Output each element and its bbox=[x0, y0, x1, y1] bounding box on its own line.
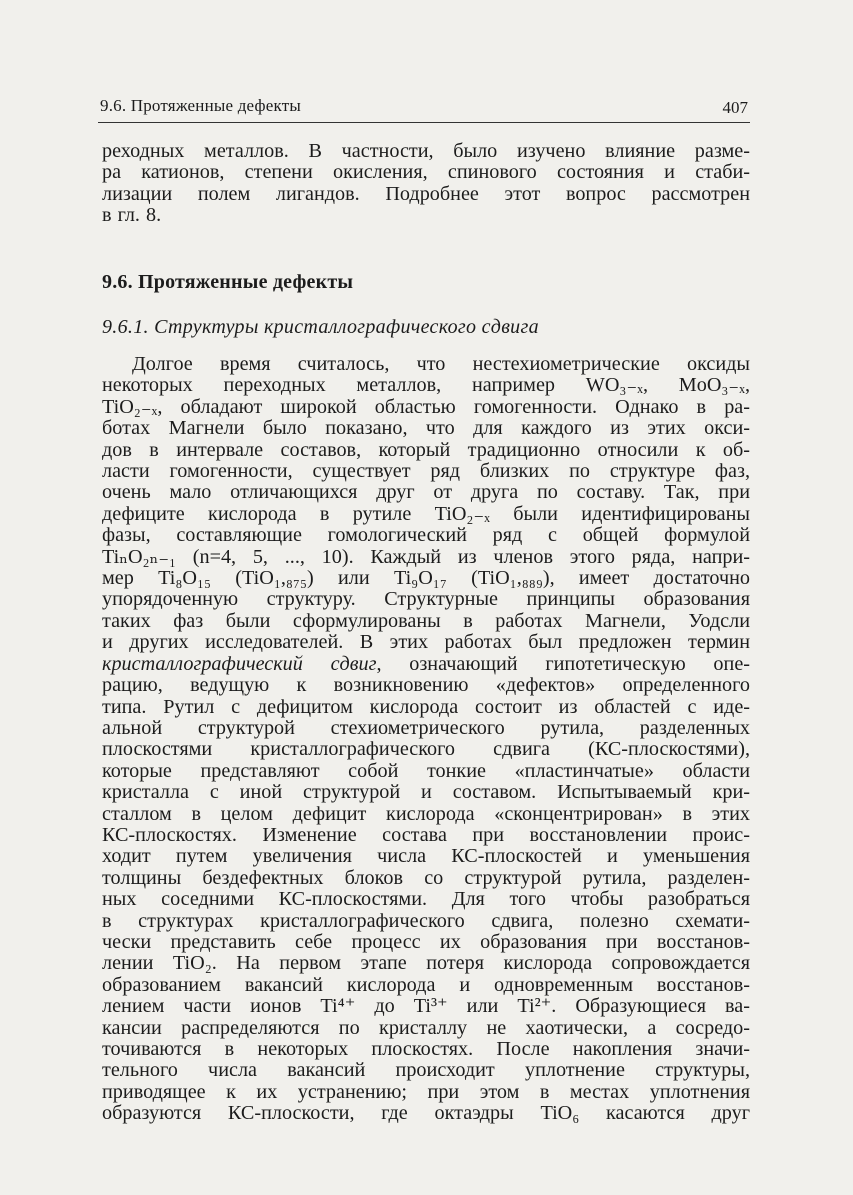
text-line: толщины бездефектных блоков со структурой рутила, разделен- bbox=[102, 866, 750, 889]
text-line: лении TiO₂. На первом этапе потеря кислорода сопровождается bbox=[102, 952, 750, 975]
text-line: и других исследователей. В этих работах был предложен термин bbox=[102, 631, 750, 654]
text-line: очень мало отличающихся друг от друга по составу. Так, при bbox=[102, 481, 750, 504]
text-line: кансии распределяются по кристаллу не хаотически, а сосредо- bbox=[102, 1016, 750, 1039]
running-head bbox=[100, 96, 748, 122]
text-line: ра катионов, степени окисления, спинового состояния и стаби- bbox=[102, 161, 750, 184]
text-line: ходит путем увеличения числа КС-плоскостей и уменьшения bbox=[102, 845, 750, 868]
text-line: Долгое время считалось, что нестехиометрические оксиды bbox=[132, 353, 750, 375]
text-line: дов в интервале составов, который традиционно относили к об- bbox=[102, 438, 750, 461]
text-line: образуются КС-плоскости, где октаэдры TiO₆ касаются друг bbox=[102, 1102, 750, 1125]
text-line: TiₙO₂ₙ₋₁ (n=4, 5, ..., 10). Каждый из членов этого ряда, напри- bbox=[102, 545, 750, 568]
text-line: типа. Рутил с дефицитом кислорода состоит из областей с иде- bbox=[102, 695, 750, 718]
text-line: ботах Магнели было показано, что для каждого из этих окси- bbox=[102, 417, 750, 440]
text-line: чески представить себе процесс их образования при восстанов- bbox=[102, 930, 750, 953]
text-line: таких фаз были сформулированы в работах Магнели, Уодсли bbox=[102, 609, 750, 632]
text-line: сталлом в целом дефицит кислорода «сконцентрирован» в этих bbox=[102, 802, 750, 825]
text-line: приводящее к их устранению; при этом в местах уплотнения bbox=[102, 1080, 750, 1103]
text-line: плоскостями кристаллографического сдвига (КС-плоскостями), bbox=[102, 738, 750, 761]
text-line: лением части ионов Ti⁴⁺ до Ti³⁺ или Ti²⁺. Образующиеся ва- bbox=[102, 995, 750, 1018]
text-line: в структурах кристаллографического сдвига, полезно схемати- bbox=[102, 909, 750, 932]
italic-term: кристаллографический сдвиг bbox=[102, 652, 377, 675]
text-line: КС-плоскостях. Изменение состава при восстановлении проис- bbox=[102, 823, 750, 846]
text-line: ласти гомогенности, существует ряд близких по структуре фаз, bbox=[102, 460, 750, 483]
text-line: тельного числа вакансий происходит уплотнение структуры, bbox=[102, 1059, 750, 1082]
text-line: кристаллографический сдвиг, означающий гипотетическую опе- bbox=[102, 652, 750, 675]
text-line: дефиците кислорода в рутиле TiO₂₋ₓ были идентифицированы bbox=[102, 502, 750, 525]
text-line: в гл. 8. bbox=[102, 204, 162, 227]
text-line: рацию, ведущую к возникновению «дефектов» определенного bbox=[102, 674, 750, 697]
intro-paragraph bbox=[102, 141, 750, 227]
text-line: мер Ti₈O₁₅ (TiO₁,₈₇₅) или Ti₉O₁₇ (TiO₁,₈₈₉), имеет достаточно bbox=[102, 567, 750, 590]
text-line: ных соседними КС-плоскостями. Для того чтобы разобраться bbox=[102, 888, 750, 911]
body-paragraph bbox=[102, 354, 750, 1125]
section-heading: 9.6. Протяженные дефекты bbox=[102, 271, 354, 293]
text-line: альной структурой стехиометрического рутила, разделенных bbox=[102, 716, 750, 739]
subsection-heading: 9.6.1. Структуры кристаллографического сдвига bbox=[102, 316, 539, 338]
text-line: фазы, составляющие гомологический ряд с общей формулой bbox=[102, 524, 750, 547]
header-rule bbox=[98, 122, 750, 123]
text-line: образованием вакансий кислорода и одновременным восстанов- bbox=[102, 973, 750, 996]
running-head-title: 9.6. Протяженные дефекты bbox=[100, 96, 301, 115]
text-line: реходных металлов. В частности, было изучено влияние разме- bbox=[102, 140, 750, 162]
page-number: 407 bbox=[722, 98, 748, 117]
text-line: кристалла с иной структурой и составом. Испытываемый кри- bbox=[102, 781, 750, 804]
text-line: упорядоченную структуру. Структурные принципы образования bbox=[102, 588, 750, 611]
text-line: лизации полем лигандов. Подробнее этот вопрос рассмотрен bbox=[102, 182, 750, 205]
text-line: точиваются в некоторых плоскостях. После накопления значи- bbox=[102, 1038, 750, 1060]
text-line: некоторых переходных металлов, например WO₃₋ₓ, MoO₃₋ₓ, bbox=[102, 374, 750, 397]
text-line: которые представляют собой тонкие «пластинчатые» области bbox=[102, 759, 750, 782]
text-line: TiO₂₋ₓ, обладают широкой областью гомогенности. Однако в ра- bbox=[102, 395, 750, 418]
